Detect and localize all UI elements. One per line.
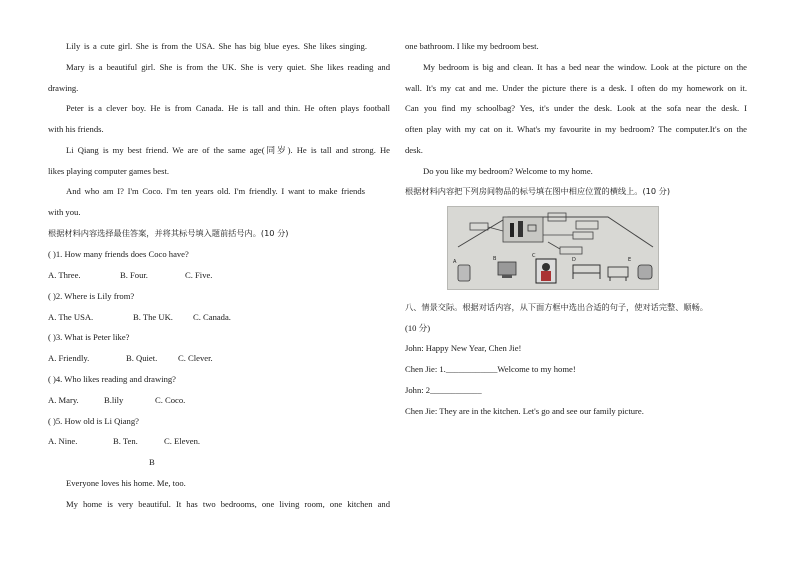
q1-option-c: C. Five. [185, 270, 213, 280]
q5-option-a: A. Nine. [48, 436, 78, 446]
passage-b-line-8: desk. [405, 145, 423, 155]
section-8-points: (10 分) [405, 323, 431, 333]
passage-b-line-9: Do you like my bedroom? Welcome to my home. [423, 166, 593, 176]
passage-b-line-4: My bedroom is big and clean. It has a bed near the window. Look at the picture on the [423, 62, 747, 72]
passage-a-line-8: And who am I? I'm Coco. I'm ten years old. I'm friendly. I want to make friends [66, 186, 365, 196]
passage-b-line-2: My home is very beautiful. It has two bedrooms, one living room, one kitchen and [66, 499, 390, 509]
passage-a-line-3: drawing. [48, 83, 79, 93]
picture-label-c: C [532, 253, 536, 259]
question-2: ( )2. Where is Lily from? [48, 291, 135, 301]
section-b-heading: B [149, 457, 155, 467]
picture-label-b: B [493, 256, 497, 262]
instruction-a: 根据材料内容选择最佳答案，并将其标号填入题前括号内。(10 分) [48, 228, 289, 238]
picture-label-d: D [572, 257, 576, 263]
dialogue-line-4: Chen Jie: They are in the kitchen. Let's go and see our family picture. [405, 406, 644, 416]
q3-option-b: B. Quiet. [126, 353, 158, 363]
passage-a-line-6: Li Qiang is my best friend. We are of the same age(同岁). He is tall and strong. He [66, 145, 390, 155]
q3-option-a: A. Friendly. [48, 353, 90, 363]
passage-b-line-7: often play with my cat on it. What's my favourite in my bedroom? The computer.It's on the [405, 124, 747, 134]
q1-option-a: A. Three. [48, 270, 81, 280]
q4-option-c: C. Coco. [155, 395, 186, 405]
passage-a-line-5: with his friends. [48, 124, 104, 134]
passage-a-line-7: likes playing computer games best. [48, 166, 170, 176]
passage-a-line-9: with you. [48, 207, 81, 217]
question-3: ( )3. What is Peter like? [48, 332, 130, 342]
passage-a-line-1: Lily is a cute girl. She is from the USA. She has big blue eyes. She likes singing. [66, 41, 367, 51]
picture-label-e: E [628, 257, 632, 263]
question-5: ( )5. How old is Li Qiang? [48, 416, 139, 426]
q4-option-a: A. Mary. [48, 395, 79, 405]
dialogue-line-2: Chen Jie: 1.____________Welcome to my home! [405, 364, 576, 374]
passage-b-line-3: one bathroom. I like my bedroom best. [405, 41, 539, 51]
dialogue-line-3: John: 2____________ [405, 385, 482, 395]
q1-option-b: B. Four. [120, 270, 148, 280]
instruction-b: 根据材料内容把下列房间物品的标号填在图中相应位置的横线上。(10 分) [405, 186, 671, 196]
passage-b-line-1: Everyone loves his home. Me, too. [66, 478, 186, 488]
dialogue-line-1: John: Happy New Year, Chen Jie! [405, 343, 522, 353]
picture-label-a: A [453, 259, 457, 265]
passage-b-line-5: wall. It's my cat and me. Under the picture there is a desk. I often do my homework on it. [405, 83, 747, 93]
q5-option-c: C. Eleven. [164, 436, 201, 446]
q4-option-b: B.lily [104, 395, 124, 405]
question-1: ( )1. How many friends does Coco have? [48, 249, 189, 259]
q5-option-b: B. Ten. [113, 436, 138, 446]
q3-option-c: C. Clever. [178, 353, 213, 363]
passage-b-line-6: Can you find my schoolbag? Yes, it's under the desk. Look at the sofa near the desk. I [405, 103, 747, 113]
q2-option-a: A. The USA. [48, 312, 94, 322]
bedroom-picture [447, 206, 659, 290]
question-4: ( )4. Who likes reading and drawing? [48, 374, 176, 384]
passage-a-line-2: Mary is a beautiful girl. She is from the UK. She is very quiet. She likes reading and [66, 62, 390, 72]
section-8-heading: 八、情景交际。根据对话内容，从下面方框中选出合适的句子，使对话完整、顺畅。 [405, 302, 708, 312]
q2-option-c: C. Canada. [193, 312, 231, 322]
q2-option-b: B. The UK. [133, 312, 173, 322]
passage-a-line-4: Peter is a clever boy. He is from Canada. He is tall and thin. He often plays football [66, 103, 390, 113]
